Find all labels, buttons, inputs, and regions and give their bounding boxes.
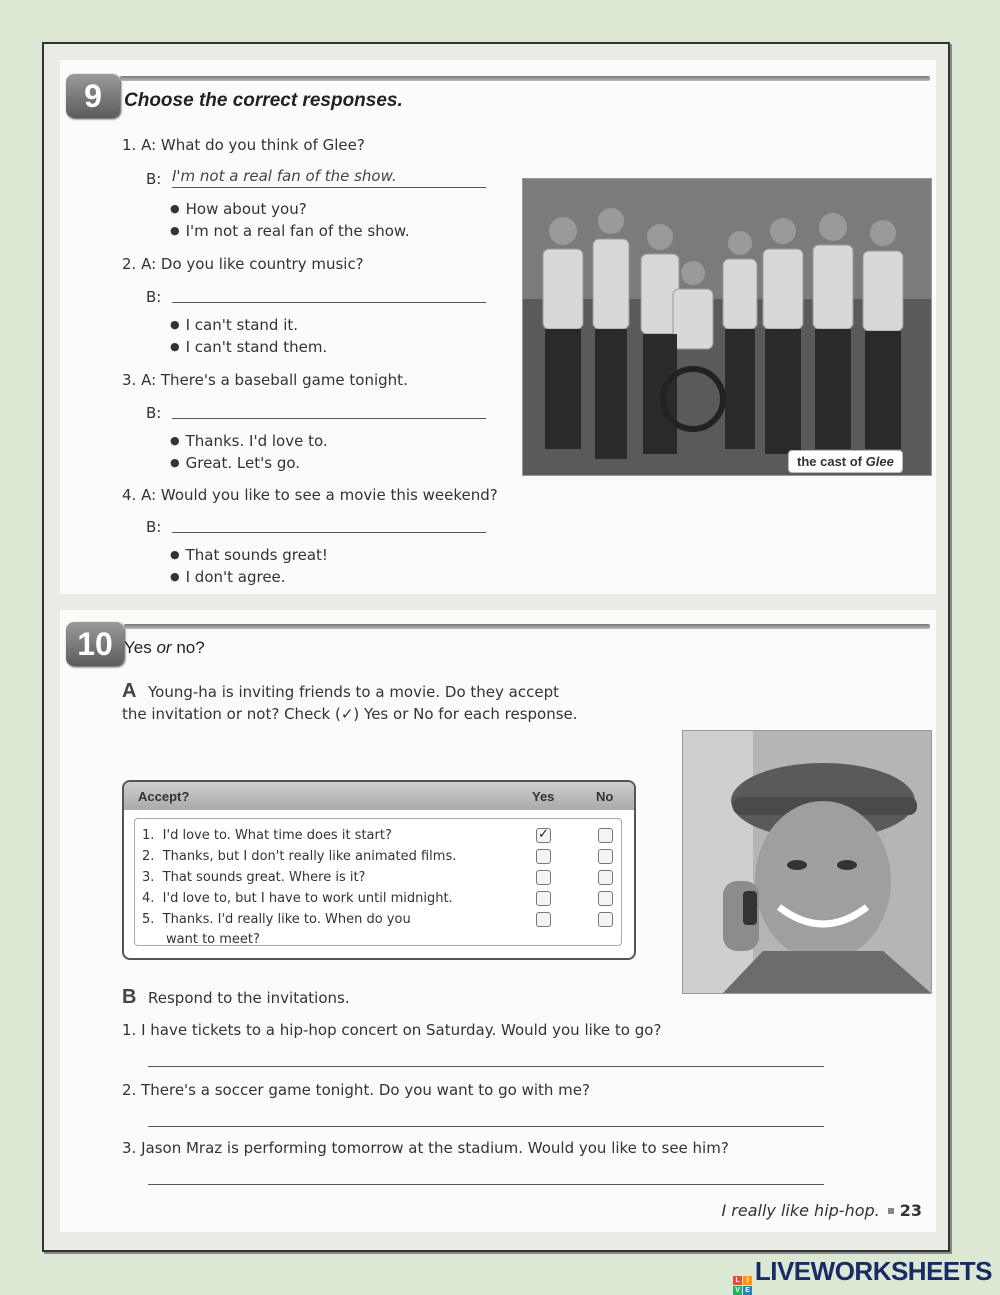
table-row-5: 5. Thanks. I'd really like to. When do you bbox=[142, 912, 411, 927]
worksheet-frame bbox=[42, 42, 950, 1252]
invitation-1: 1. I have tickets to a hip-hop concert on Saturday. Would you like to go? bbox=[122, 1021, 662, 1039]
option-1a: ● How about you? bbox=[170, 200, 307, 218]
option-2b: ● I can't stand them. bbox=[170, 338, 328, 356]
question-3: 3. A: There's a baseball game tonight. bbox=[122, 371, 408, 389]
exercise-9-title: Choose the correct responses. bbox=[124, 90, 403, 111]
table-row-5-cont: want to meet? bbox=[166, 932, 260, 947]
question-1: 1. A: What do you think of Glee? bbox=[122, 136, 365, 154]
option-4a: ● That sounds great! bbox=[170, 546, 328, 564]
invitation-3: 3. Jason Mraz is performing tomorrow at the stadium. Would you like to see him? bbox=[122, 1139, 729, 1157]
question-2: 2. A: Do you like country music? bbox=[122, 255, 364, 273]
footer-unit-title: I really like hip-hop. bbox=[721, 1201, 880, 1220]
table-row-2: 2. Thanks, but I don't really like animated films. bbox=[142, 849, 457, 864]
no-checkbox-1[interactable] bbox=[598, 828, 613, 843]
no-checkbox-4[interactable] bbox=[598, 891, 613, 906]
table-row-1: 1. I'd love to. What time does it start? bbox=[142, 828, 392, 843]
header-rule bbox=[124, 624, 930, 629]
b-label-2: B: bbox=[146, 288, 162, 306]
question-4: 4. A: Would you like to see a movie this weekend? bbox=[122, 486, 498, 504]
section-a-letter: A bbox=[122, 680, 137, 702]
no-column-header: No bbox=[596, 789, 614, 804]
option-2a: ● I can't stand it. bbox=[170, 316, 299, 334]
yes-checkbox-5[interactable] bbox=[536, 912, 551, 927]
yes-checkbox-1[interactable]: ✓ bbox=[536, 828, 551, 843]
invitation-2: 2. There's a soccer game tonight. Do you want to go with me? bbox=[122, 1081, 590, 1099]
accept-table-header bbox=[124, 782, 634, 810]
response-field-2[interactable] bbox=[148, 1106, 824, 1127]
glee-cast-photo bbox=[522, 178, 932, 476]
response-field-3[interactable] bbox=[148, 1164, 824, 1185]
option-4b: ● I don't agree. bbox=[170, 568, 286, 586]
option-1b: ● I'm not a real fan of the show. bbox=[170, 222, 410, 240]
yes-column-header: Yes bbox=[532, 789, 555, 804]
section-b-letter: B bbox=[122, 986, 137, 1008]
section-a-line1: Young-ha is inviting friends to a movie. Do they accept bbox=[148, 683, 559, 701]
glee-cast-illustration bbox=[523, 179, 931, 475]
man-on-phone-photo bbox=[682, 730, 932, 994]
option-3a: ● Thanks. I'd love to. bbox=[170, 432, 328, 450]
accept-column-header: Accept? bbox=[138, 789, 190, 804]
yes-checkbox-3[interactable] bbox=[536, 870, 551, 885]
header-rule bbox=[120, 76, 930, 81]
answer-field-4[interactable] bbox=[172, 512, 486, 533]
photo-caption: the cast of Glee bbox=[788, 450, 903, 473]
answer-field-1[interactable]: I'm not a real fan of the show. bbox=[172, 167, 486, 188]
answer-field-2[interactable] bbox=[172, 282, 486, 303]
table-row-3: 3. That sounds great. Where is it? bbox=[142, 870, 366, 885]
no-checkbox-5[interactable] bbox=[598, 912, 613, 927]
b-label-3: B: bbox=[146, 404, 162, 422]
exercise-9-badge: 9 bbox=[66, 74, 120, 118]
exercise-10-badge: 10 bbox=[66, 622, 124, 666]
footer-square-icon bbox=[888, 1208, 894, 1214]
man-on-phone-illustration bbox=[683, 731, 931, 993]
no-checkbox-2[interactable] bbox=[598, 849, 613, 864]
exercise-10-panel bbox=[60, 610, 936, 1232]
page-footer bbox=[721, 1201, 922, 1220]
answer-field-3[interactable] bbox=[172, 398, 486, 419]
option-3b: ● Great. Let's go. bbox=[170, 454, 301, 472]
logo-text: LIVEWORKSHEETS bbox=[754, 1256, 992, 1286]
yes-checkbox-2[interactable] bbox=[536, 849, 551, 864]
b-label-4: B: bbox=[146, 518, 162, 536]
table-row-4: 4. I'd love to, but I have to work until midnight. bbox=[142, 891, 453, 906]
no-checkbox-3[interactable] bbox=[598, 870, 613, 885]
logo-mark-icon: L I V E bbox=[733, 1276, 752, 1295]
exercise-10-title: Yes or no? bbox=[124, 638, 205, 657]
page-number: 23 bbox=[899, 1201, 922, 1220]
liveworksheets-logo[interactable] bbox=[733, 1256, 992, 1295]
yes-checkbox-4[interactable] bbox=[536, 891, 551, 906]
section-b-instructions: Respond to the invitations. bbox=[148, 989, 350, 1007]
exercise-9-panel bbox=[60, 60, 936, 594]
response-field-1[interactable] bbox=[148, 1046, 824, 1067]
section-a-line2: the invitation or not? Check (✓) Yes or No for each response. bbox=[122, 705, 578, 723]
accept-table bbox=[122, 780, 636, 960]
b-label-1: B: bbox=[146, 170, 162, 188]
